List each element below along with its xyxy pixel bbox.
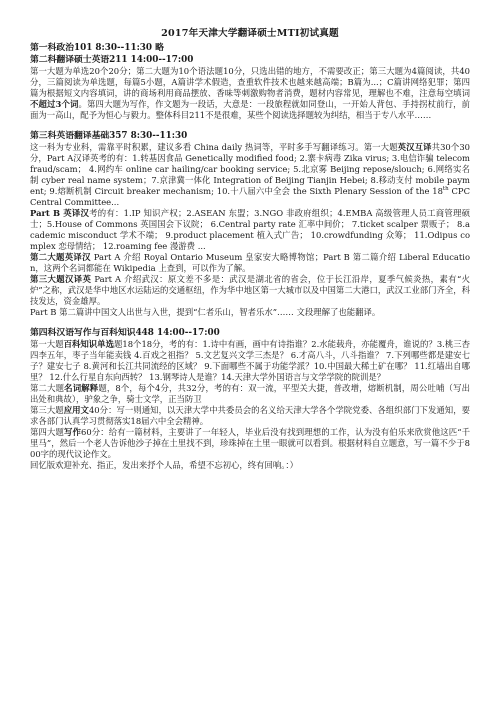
paragraph-text: 第一大题为单选20个20分；第二大题为10个语法题10分，只选出错的地方，不需要改正；第三大题为4篇阅读，共40分，三篇阅读为单选题，每篇5小题，A篇讲学术假造，查重软件技术也越来越高端；B篇为...；C篇讲网络犯罪；第四篇为根据短文内容填词，讲的商场利用商品摆放、香味等刺激购物者消费，题材内容常见，理解也不难，注意每空填词 — [30, 66, 470, 98]
section-paragraph — [30, 208, 470, 252]
section-spacer — [30, 121, 470, 129]
paragraph-text: 这一科为专业科，需靠平时积累，建议多看 China daily 热词等，平时多手写翻译练习。第一大题 — [30, 142, 398, 152]
paragraph-text: Part A 介绍 Royal Ontario Museum 皇家安大略博物馆；Part B 第二篇介绍 Liberal Education，这两个名词都能在 Wikipedia 上查到，可以作为了解。 — [30, 252, 471, 273]
section-paragraph — [30, 307, 470, 318]
section-heading: 第二科翻译硕士英语211 14:00--17:00 — [30, 55, 194, 65]
document-title: 2017年天津大学翻译硕士MTI初试真题 — [161, 28, 339, 39]
superscript-text: th — [442, 186, 449, 193]
paragraph-text: Part B 第二篇讲中国文人出世与入世，提到“仁者乐山，智者乐水”…… 文段理解了也能翻译。 — [30, 307, 381, 317]
paragraph-text: 第四大题 — [30, 427, 64, 437]
section-paragraph — [30, 383, 470, 405]
paragraph-text: 考的有：1.IP 知识产权；2.ASEAN 东盟；3.NGO 非政府组织；4.EMBA 高级管理人员工商管理硕士；5.House of Commons 英国国会下议院； 6.Central party rate 汇率中间价； 7.ticket scalper 票贩子； 8.academic misconduct 学术不端； 9.product placement 植入式广告； 10.crowdfunding 众筹； 11.Odipus complex 恋母情结； 12.roaming fee 漫游费 ... — [30, 208, 470, 251]
section-paragraph — [30, 405, 470, 427]
paragraph-text: Part A 介绍武汉：原文差不多是：武汉是湖北省的省会，位于长江沿岸，夏季气候炎热，素有“火炉”之称，武汉是华中地区水运陆运的交通枢纽，作为华中地区第一大城市以及中国第二大港口，武汉工业部门齐全，科技发达，资金雄厚。 — [30, 274, 470, 306]
bold-text: Part B 英译汉 — [30, 208, 90, 218]
bold-text: 第二大题英译汉 — [30, 252, 91, 262]
paragraph-text: 40分：写一则通知，以天津大学中共委员会的名义给天津大学各个学院党委、各组织部门下发通知，要求各部门认真学习贯彻落实18届六中全会精神。 — [30, 405, 471, 426]
paragraph-text: 。第四大题为写作，作文题为一段话，大意是：一段旅程就如同登山，一开始人背包、手持拐杖前行，前面为一高山，配予为恒心与毅力。整体科目211不是很难，某些个阅读选择题较为纠结，相当于专八水平…… — [30, 99, 470, 120]
bold-text: 写作 — [64, 427, 81, 437]
section-paragraph — [30, 427, 470, 460]
bold-text: 名词解释 — [64, 383, 99, 393]
section-heading: 第一科政治101 8:30--11:30 略 — [30, 43, 164, 53]
paragraph-text: 题18个18分，考的有：1.诗中有画，画中有诗指谁？2.水能载舟，亦能覆舟，谁说的？3.桃三杏四李五年，枣子当年能卖钱 4.百戏之祖指？ 5.文艺复兴文学三杰是？ 6.才高八斗，八斗指谁？ 7.下列哪些都是建安七子？建安七子 8.黄河和长江共同流经的区域？ 9.下面哪些不属于功能学派？10.中国最大稀土矿在哪？ 11.红墙出自哪里？ 12.什么行星自东向西转？ 13.钢琴诗人是谁？14.天津大学外国语言与文学学院的院训是？ — [30, 339, 471, 382]
section-heading: 第四科汉语写作与百科知识448 14:00--17:00 — [30, 328, 220, 338]
paragraph-text: 第三大题 — [30, 405, 64, 415]
section-paragraph — [30, 66, 470, 121]
bold-text: 不超过3个词 — [30, 99, 79, 109]
bold-text: 应用文 — [63, 405, 89, 415]
bold-text: 第三大题汉译英 — [30, 274, 92, 284]
document-page — [30, 28, 470, 471]
paragraph-text: 共30个30分，Part A汉译英考的有：1.转基因食品 Genetically modified food; 2.寨卡病毒 Zika virus; 3.电信诈骗 telecom fraud/scam； 4.网约车 online car hailing/car booking service; 5.北京雾 Beijing repose/slouch; 6.网络实名制 cyber real name system；7.京津冀一体化 Integration of Beijing Tianjin Hebei; 8.移动支付 mobile payment; 9.熔断机制 Circuit breaker mechanism; 10.十八届六中全会 the Sixth Plenary Session of the 18 — [30, 142, 470, 196]
document-body — [30, 43, 470, 471]
paragraph-text: 第二大题 — [30, 383, 65, 393]
section-paragraph — [30, 252, 470, 274]
section-paragraph — [30, 460, 470, 471]
paragraph-text: 60分：给有一篇材料，主要讲了一年轻人，毕业后没有找到理想的工作，认为没有伯乐来欣赏他这匹“千里马”，然后一个老人告诉他沙子掉在土里找不到，珍珠掉在土里一眼就可以看到。根据材料自立题意，写一篇不少于800字的现代议论作文。 — [30, 427, 471, 459]
section-paragraph — [30, 339, 470, 383]
paragraph-text: 第一大题 — [30, 339, 64, 349]
section-heading: 第三科英语翻译基础357 8:30--11:30 — [30, 131, 188, 141]
section-paragraph — [30, 142, 470, 208]
section-paragraph — [30, 274, 470, 307]
paragraph-text: 题，8个，每个4分，共32分，考的有：双一流，平型关大捷，普改增，熔断机制，周公吐哺（写出出处和典故），驴象之争，骑士文学，正当防卫 — [30, 383, 471, 404]
paragraph-text: CPC Central Committee... — [30, 186, 470, 207]
bold-text: 英汉互译 — [397, 142, 432, 152]
section-spacer — [30, 318, 470, 326]
paragraph-text: 回忆版欢迎补充、指正，发出来抒个人品，希望不忘初心，终有回响。：） — [30, 460, 298, 470]
bold-text: 百科知识单选 — [63, 339, 114, 349]
